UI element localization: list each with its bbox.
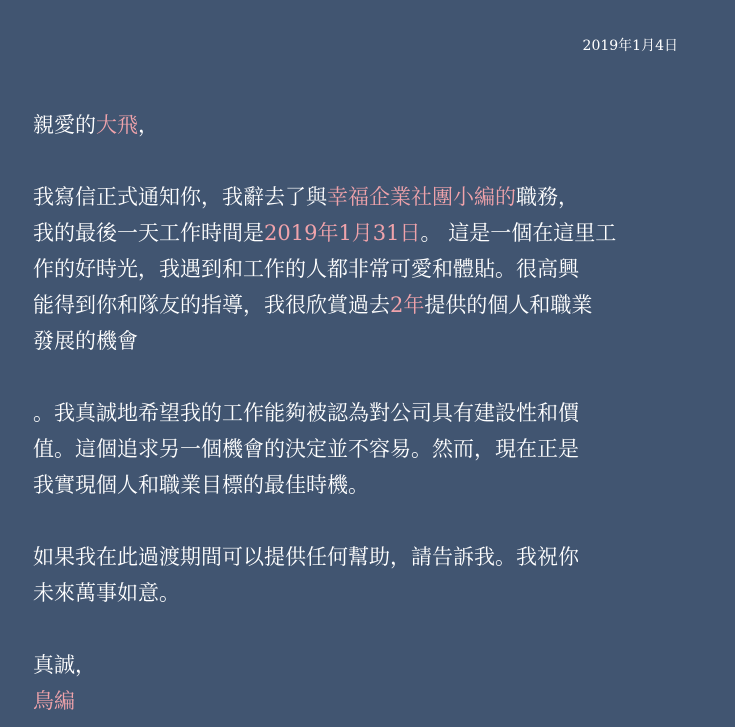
paragraph-line <box>33 179 683 215</box>
paragraph-line <box>33 287 683 323</box>
years-duration: 2年 <box>390 293 425 317</box>
paragraph-spacer <box>33 359 683 395</box>
greeting-suffix: ， <box>138 113 159 137</box>
greeting <box>33 107 683 143</box>
greeting-prefix: 親愛的 <box>33 113 96 137</box>
paragraph-line: 值。這個追求另一個機會的決定並不容易。然而，現在正是 <box>33 437 579 461</box>
closing: 真誠， <box>33 653 96 677</box>
paragraph-spacer <box>33 503 683 539</box>
letter-date: 2019年1月4日 <box>582 38 678 54</box>
text-segment: 職務， <box>516 185 579 209</box>
paragraph-spacer <box>33 143 683 179</box>
text-segment: 。 這是一個在這里工 <box>420 221 617 245</box>
paragraph-line: 發展的機會 <box>33 329 138 353</box>
paragraph-spacer <box>33 611 683 647</box>
last-day-date: 2019年1月31日 <box>264 221 421 245</box>
text-segment: 我寫信正式通知你，我辭去了與 <box>33 185 327 209</box>
paragraph-line <box>33 215 683 251</box>
paragraph-line: 如果我在此過渡期間可以提供任何幫助，請告訴我。我祝你 <box>33 545 579 569</box>
paragraph-line: 。我真誠地希望我的工作能夠被認為對公司具有建設性和價 <box>33 401 579 425</box>
paragraph-hope <box>33 395 683 503</box>
paragraph-line: 我實現個人和職業目標的最佳時機。 <box>33 473 369 497</box>
signature: 鳥編 <box>33 689 75 713</box>
paragraph-help <box>33 539 683 611</box>
text-segment: 能得到你和隊友的指導，我很欣賞過去 <box>33 293 390 317</box>
text-segment: 提供的個人和職業 <box>424 293 593 317</box>
paragraph-line: 作的好時光，我遇到和工作的人都非常可愛和體貼。很高興 <box>33 257 579 281</box>
recipient-name: 大飛 <box>96 113 138 137</box>
letter-body <box>33 107 683 719</box>
company-position: 幸福企業社團小編的 <box>327 185 516 209</box>
paragraph-line: 未來萬事如意。 <box>33 581 180 605</box>
text-segment: 我的最後一天工作時間是 <box>33 221 264 245</box>
paragraph-resignation <box>33 179 683 359</box>
